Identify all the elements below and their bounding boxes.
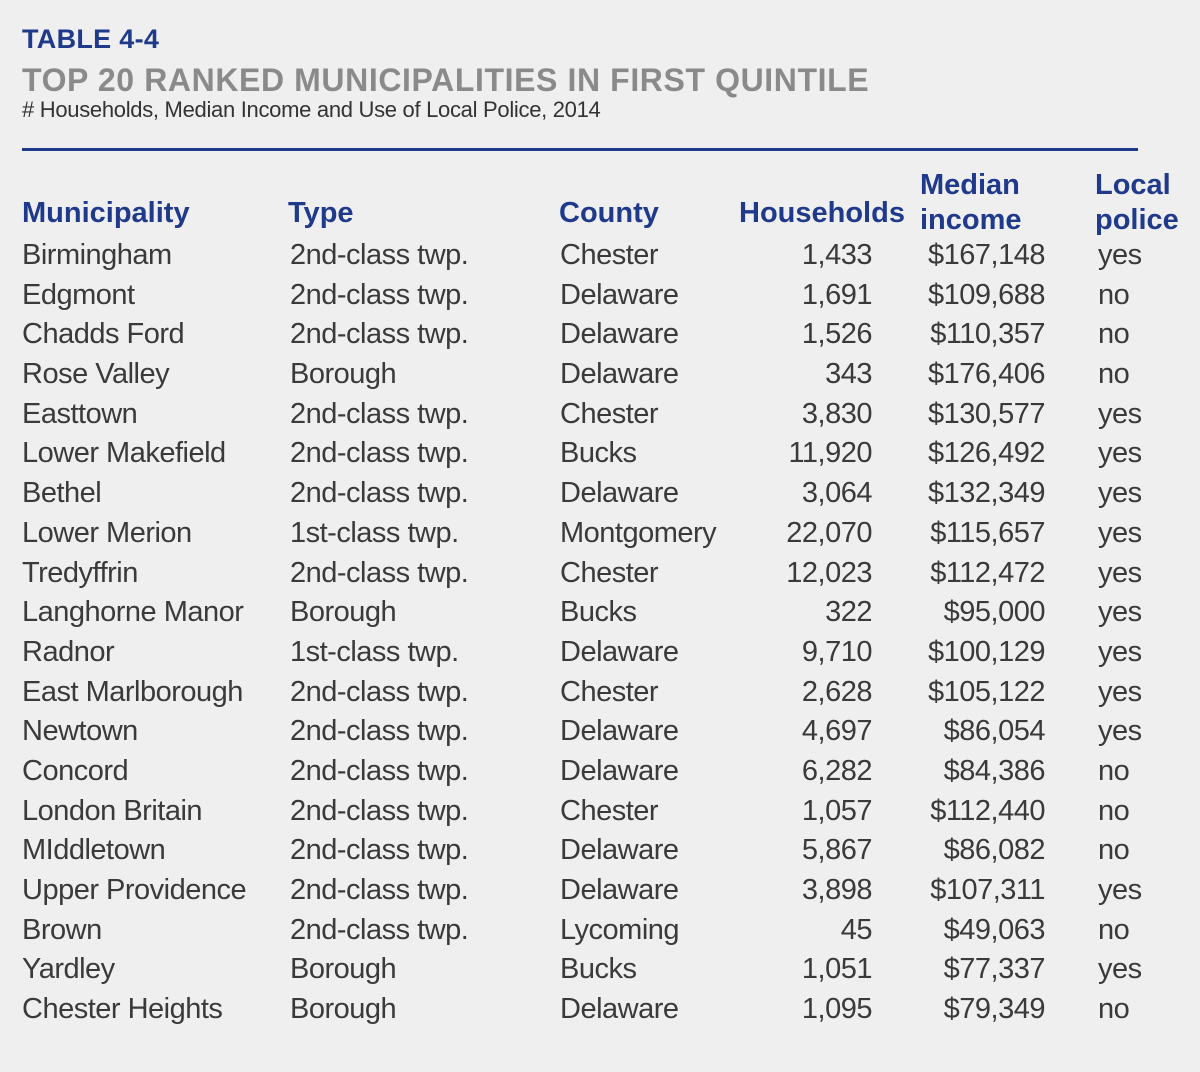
table-row bbox=[0, 315, 1200, 355]
header-county: County bbox=[559, 197, 659, 229]
cell-municipality: Lower Merion bbox=[22, 516, 192, 549]
table-body bbox=[0, 236, 1200, 1030]
cell-municipality: Newtown bbox=[22, 715, 138, 748]
cell-municipality: Radnor bbox=[22, 635, 115, 668]
cell-county: Delaware bbox=[560, 754, 679, 787]
cell-households: 1,526 bbox=[801, 318, 872, 351]
cell-median-income: $79,349 bbox=[943, 993, 1045, 1026]
cell-type: 2nd-class twp. bbox=[290, 278, 469, 311]
cell-type: 2nd-class twp. bbox=[290, 556, 469, 589]
table-row bbox=[0, 236, 1200, 276]
table-row bbox=[0, 593, 1200, 633]
cell-municipality: East Marlborough bbox=[22, 675, 243, 708]
header-median-income-line1: Median bbox=[920, 169, 1020, 201]
cell-county: Montgomery bbox=[560, 516, 717, 549]
cell-municipality: Yardley bbox=[22, 953, 115, 986]
cell-municipality: MIddletown bbox=[22, 834, 166, 867]
cell-median-income: $115,657 bbox=[930, 516, 1045, 549]
cell-local-police: yes bbox=[1098, 715, 1142, 748]
cell-households: 1,051 bbox=[801, 953, 872, 986]
table-row bbox=[0, 792, 1200, 832]
header-local-police bbox=[1095, 168, 1179, 238]
table-title: TOP 20 RANKED MUNICIPALITIES IN FIRST QUINTILE bbox=[22, 62, 870, 98]
cell-median-income: $176,406 bbox=[928, 358, 1045, 391]
cell-municipality: Easttown bbox=[22, 397, 138, 430]
cell-local-police: yes bbox=[1098, 874, 1142, 906]
cell-type: 2nd-class twp. bbox=[290, 675, 469, 708]
cell-type: 2nd-class twp. bbox=[290, 318, 469, 351]
table-row bbox=[0, 752, 1200, 792]
cell-local-police: yes bbox=[1098, 477, 1142, 510]
cell-municipality: London Britain bbox=[22, 794, 203, 827]
cell-median-income: $105,122 bbox=[928, 675, 1045, 708]
cell-households: 9,710 bbox=[801, 635, 872, 668]
cell-local-police: yes bbox=[1098, 556, 1142, 589]
cell-median-income: $132,349 bbox=[928, 477, 1045, 510]
cell-median-income: $112,472 bbox=[930, 556, 1045, 589]
cell-type: 2nd-class twp. bbox=[290, 874, 469, 906]
cell-type: 1st-class twp. bbox=[290, 635, 459, 668]
cell-households: 1,057 bbox=[801, 794, 872, 827]
cell-county: Delaware bbox=[560, 715, 679, 748]
cell-households: 343 bbox=[825, 358, 872, 391]
cell-municipality: Edgmont bbox=[22, 278, 135, 311]
table-row bbox=[0, 712, 1200, 752]
cell-median-income: $167,148 bbox=[928, 239, 1045, 271]
table-row bbox=[0, 434, 1200, 474]
cell-households: 12,023 bbox=[786, 556, 872, 589]
cell-county: Delaware bbox=[560, 278, 679, 311]
header-median-income-line2: income bbox=[920, 204, 1022, 236]
cell-type: 2nd-class twp. bbox=[290, 239, 469, 271]
table-subtitle: # Households, Median Income and Use of Local Police, 2014 bbox=[22, 97, 601, 122]
cell-median-income: $86,054 bbox=[943, 715, 1045, 748]
cell-municipality: Rose Valley bbox=[22, 358, 170, 391]
cell-municipality: Birmingham bbox=[22, 239, 172, 271]
cell-local-police: no bbox=[1098, 278, 1130, 311]
cell-households: 1,095 bbox=[801, 993, 872, 1026]
cell-households: 5,867 bbox=[801, 834, 872, 867]
cell-median-income: $95,000 bbox=[943, 596, 1045, 629]
cell-local-police: no bbox=[1098, 794, 1130, 827]
cell-local-police: yes bbox=[1098, 635, 1142, 668]
cell-county: Delaware bbox=[560, 318, 679, 351]
cell-local-police: yes bbox=[1098, 953, 1142, 986]
cell-type: 1st-class twp. bbox=[290, 516, 459, 549]
cell-households: 1,691 bbox=[801, 278, 872, 311]
cell-local-police: yes bbox=[1098, 397, 1142, 430]
cell-local-police: no bbox=[1098, 913, 1130, 946]
cell-local-police: yes bbox=[1098, 516, 1142, 549]
cell-median-income: $107,311 bbox=[930, 874, 1045, 906]
cell-median-income: $130,577 bbox=[928, 397, 1045, 430]
cell-type: 2nd-class twp. bbox=[290, 794, 469, 827]
cell-households: 22,070 bbox=[786, 516, 872, 549]
cell-type: 2nd-class twp. bbox=[290, 397, 469, 430]
cell-county: Delaware bbox=[560, 993, 679, 1026]
header-local-police-line1: Local bbox=[1095, 169, 1171, 201]
header-local-police-line2: police bbox=[1095, 204, 1179, 236]
cell-median-income: $110,357 bbox=[930, 318, 1045, 351]
cell-households: 4,697 bbox=[801, 715, 872, 748]
cell-municipality: Chester Heights bbox=[22, 993, 223, 1026]
cell-local-police: no bbox=[1098, 834, 1130, 867]
cell-county: Delaware bbox=[560, 874, 679, 906]
cell-local-police: yes bbox=[1098, 675, 1142, 708]
cell-county: Bucks bbox=[560, 437, 637, 470]
cell-median-income: $86,082 bbox=[943, 834, 1045, 867]
cell-median-income: $112,440 bbox=[930, 794, 1045, 827]
cell-type: Borough bbox=[290, 953, 397, 986]
header-median-income bbox=[920, 168, 1022, 238]
cell-local-police: yes bbox=[1098, 437, 1142, 470]
table-row bbox=[0, 831, 1200, 871]
cell-type: 2nd-class twp. bbox=[290, 715, 469, 748]
table-row bbox=[0, 395, 1200, 435]
table-row bbox=[0, 633, 1200, 673]
cell-type: Borough bbox=[290, 358, 397, 391]
cell-median-income: $77,337 bbox=[943, 953, 1045, 986]
table-row bbox=[0, 673, 1200, 713]
cell-county: Lycoming bbox=[560, 913, 680, 946]
cell-county: Delaware bbox=[560, 477, 679, 510]
cell-county: Chester bbox=[560, 556, 659, 589]
cell-municipality: Upper Providence bbox=[22, 874, 247, 906]
cell-county: Chester bbox=[560, 675, 659, 708]
cell-type: 2nd-class twp. bbox=[290, 913, 469, 946]
cell-type: Borough bbox=[290, 596, 397, 629]
table-row bbox=[0, 554, 1200, 594]
cell-type: 2nd-class twp. bbox=[290, 754, 469, 787]
cell-type: 2nd-class twp. bbox=[290, 437, 469, 470]
cell-county: Chester bbox=[560, 239, 659, 271]
cell-municipality: Lower Makefield bbox=[22, 437, 226, 470]
cell-type: 2nd-class twp. bbox=[290, 477, 469, 510]
cell-municipality: Bethel bbox=[22, 477, 102, 510]
cell-municipality: Concord bbox=[22, 754, 129, 787]
header-households: Households bbox=[739, 197, 905, 229]
cell-county: Delaware bbox=[560, 635, 679, 668]
cell-households: 6,282 bbox=[801, 754, 872, 787]
cell-county: Bucks bbox=[560, 596, 637, 629]
table-row bbox=[0, 514, 1200, 554]
header-divider bbox=[22, 148, 1138, 151]
cell-households: 3,064 bbox=[801, 477, 872, 510]
cell-municipality: Brown bbox=[22, 913, 102, 946]
cell-households: 11,920 bbox=[788, 437, 872, 470]
cell-local-police: no bbox=[1098, 358, 1130, 391]
cell-median-income: $49,063 bbox=[943, 913, 1045, 946]
cell-local-police: yes bbox=[1098, 596, 1142, 629]
cell-county: Chester bbox=[560, 794, 659, 827]
cell-municipality: Tredyffrin bbox=[22, 556, 138, 589]
cell-municipality: Langhorne Manor bbox=[22, 596, 244, 629]
cell-median-income: $84,386 bbox=[943, 754, 1045, 787]
cell-median-income: $126,492 bbox=[928, 437, 1045, 470]
cell-households: 3,898 bbox=[801, 874, 872, 906]
cell-households: 1,433 bbox=[801, 239, 872, 271]
table-row bbox=[0, 911, 1200, 951]
header-municipality: Municipality bbox=[22, 197, 190, 229]
cell-county: Chester bbox=[560, 397, 659, 430]
cell-local-police: no bbox=[1098, 754, 1130, 787]
cell-median-income: $100,129 bbox=[928, 635, 1045, 668]
cell-households: 3,830 bbox=[801, 397, 872, 430]
table-row bbox=[0, 990, 1200, 1030]
table-row bbox=[0, 276, 1200, 316]
table-row bbox=[0, 950, 1200, 990]
cell-local-police: yes bbox=[1098, 239, 1142, 271]
cell-households: 2,628 bbox=[801, 675, 872, 708]
cell-local-police: no bbox=[1098, 993, 1130, 1026]
cell-county: Bucks bbox=[560, 953, 637, 986]
table-row bbox=[0, 474, 1200, 514]
cell-median-income: $109,688 bbox=[928, 278, 1045, 311]
cell-type: Borough bbox=[290, 993, 397, 1026]
cell-county: Delaware bbox=[560, 358, 679, 391]
cell-type: 2nd-class twp. bbox=[290, 834, 469, 867]
table-label: TABLE 4-4 bbox=[22, 24, 160, 54]
cell-county: Delaware bbox=[560, 834, 679, 867]
cell-households: 45 bbox=[840, 913, 872, 946]
cell-local-police: no bbox=[1098, 318, 1130, 351]
table-row bbox=[0, 355, 1200, 395]
cell-households: 322 bbox=[825, 596, 872, 629]
header-type: Type bbox=[288, 197, 354, 229]
cell-municipality: Chadds Ford bbox=[22, 318, 185, 351]
table-row bbox=[0, 871, 1200, 911]
